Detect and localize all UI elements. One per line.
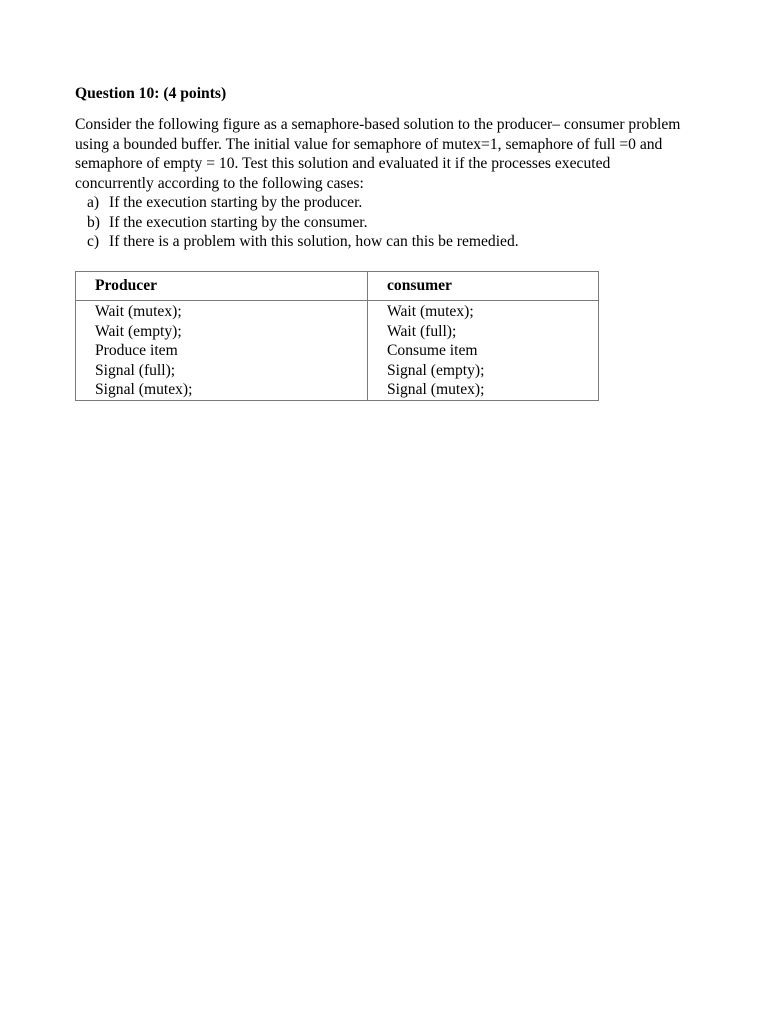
case-item — [87, 193, 745, 213]
case-marker: c) — [87, 233, 100, 250]
case-item — [87, 232, 745, 252]
consumer-code-line: Wait (mutex); — [387, 303, 474, 320]
consumer-code-cell — [368, 301, 599, 401]
producer-code-line: Signal (full); — [95, 361, 176, 379]
case-text: If the execution starting by the producer. — [109, 194, 363, 211]
question-text-line: concurrently according to the following cases: — [75, 174, 364, 192]
producer-code-line: Wait (empty); — [95, 322, 182, 340]
producer-code-line: Wait (mutex); — [95, 303, 182, 320]
case-marker: b) — [87, 213, 100, 231]
producer-consumer-table — [75, 271, 599, 401]
question-10 — [75, 84, 745, 398]
producer-header: Producer — [76, 272, 368, 301]
table-header-row — [76, 272, 599, 301]
consumer-header: consumer — [368, 272, 599, 301]
producer-code-cell — [76, 301, 368, 401]
producer-code-line: Produce item — [95, 342, 178, 359]
case-marker: a) — [87, 194, 100, 211]
consumer-code-line: Signal (mutex); — [387, 381, 485, 398]
consumer-code-line: Wait (full); — [387, 322, 457, 340]
table-row — [76, 301, 599, 401]
case-text: If the execution starting by the consumer. — [109, 213, 368, 231]
question-title: Question 10: (4 points) — [75, 85, 227, 102]
question-text-line: Consider the following figure as a semaphore-based solution to the producer– consumer problem — [75, 116, 681, 133]
case-text: If there is a problem with this solution, how can this be remedied. — [109, 233, 519, 250]
case-item — [87, 213, 745, 233]
consumer-code-line: Consume item — [387, 342, 478, 359]
consumer-code-line: Signal (empty); — [387, 361, 485, 379]
case-list — [75, 193, 745, 252]
question-text-line: semaphore of empty = 10. Test this solution and evaluated it if the processes executed — [75, 155, 611, 172]
producer-code-line: Signal (mutex); — [95, 381, 193, 398]
question-text-line: using a bounded buffer. The initial value for semaphore of mutex=1, semaphore of full =0 and — [75, 135, 663, 153]
question-body — [75, 115, 745, 193]
